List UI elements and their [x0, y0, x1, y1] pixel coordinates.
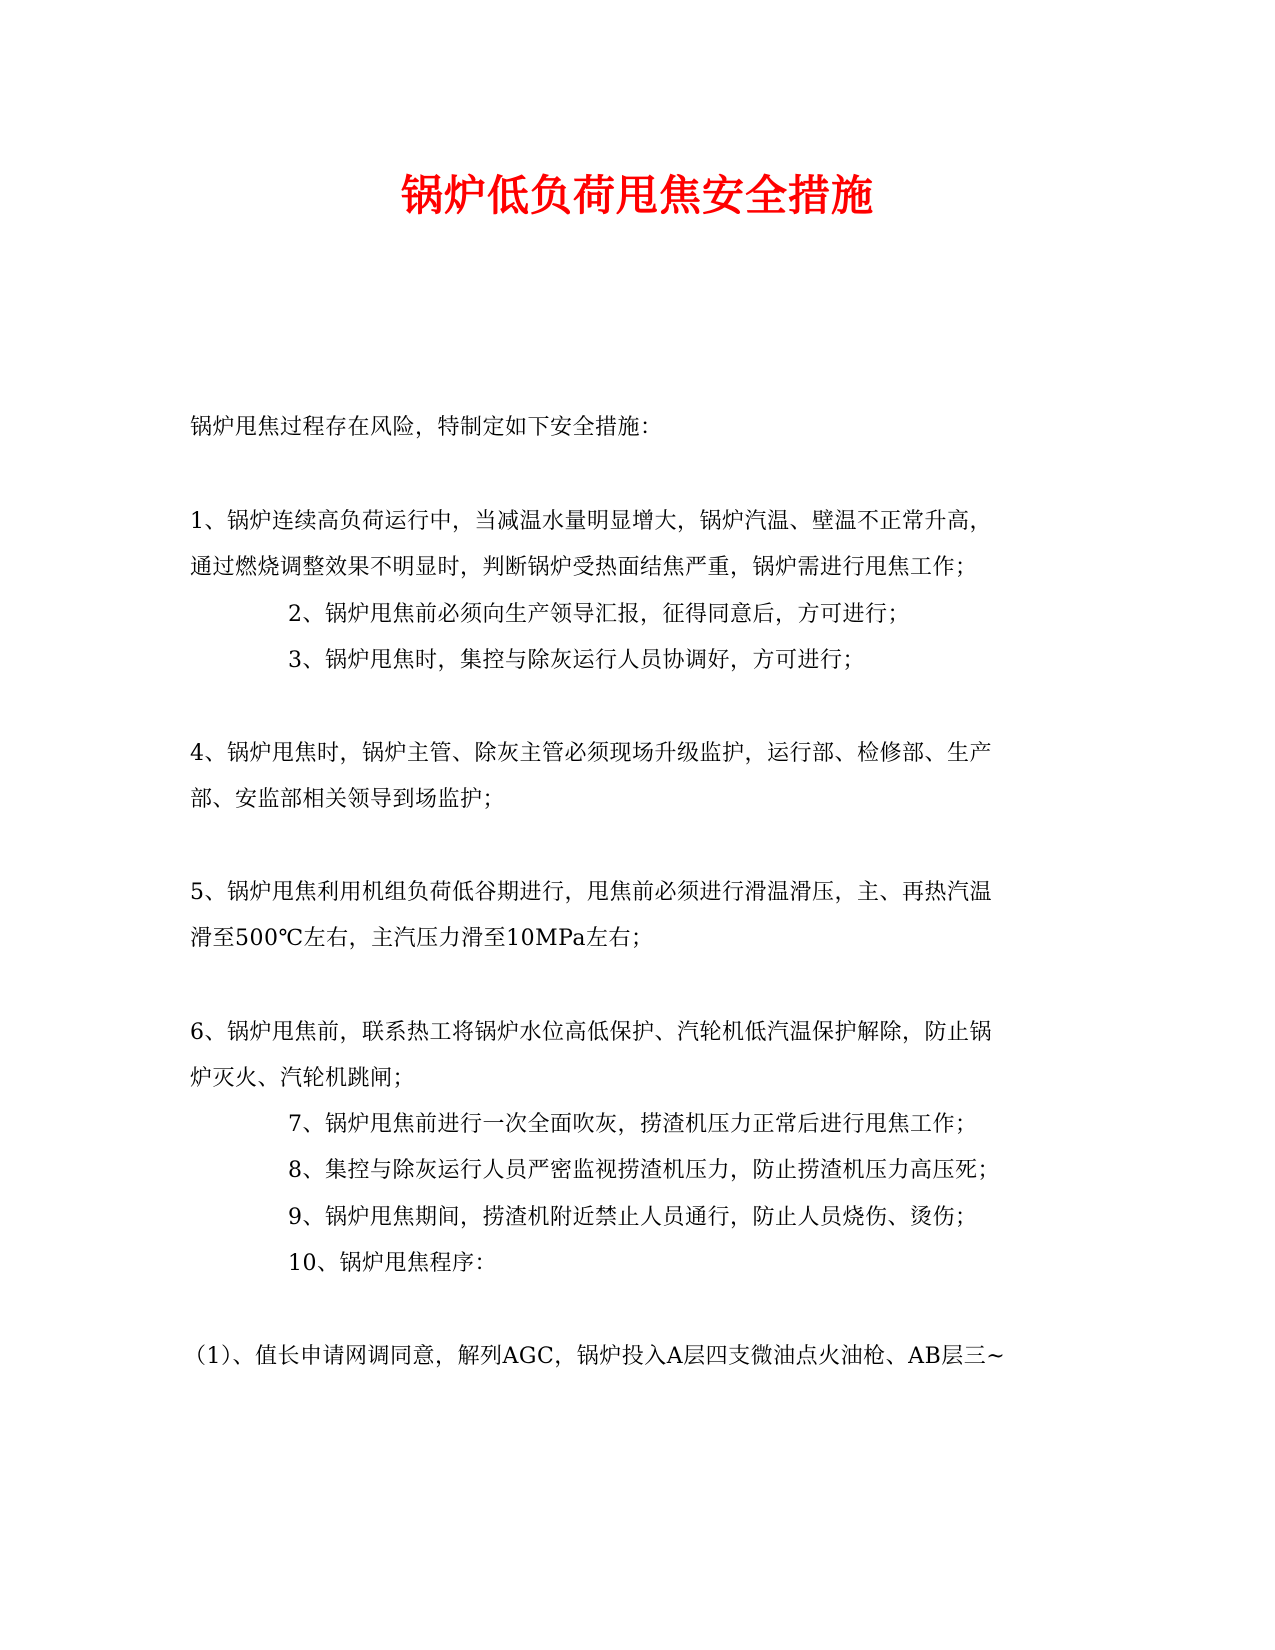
item-6-line-2: 炉灭火、汽轮机跳闸； [190, 1066, 416, 1091]
item-4-line-1: 4、锅炉甩焦时，锅炉主管、除灰主管必须现场升级监护，运行部、检修部、生产 [190, 741, 992, 766]
item-5-line-1: 5、锅炉甩焦利用机组负荷低谷期进行，甩焦前必须进行滑温滑压，主、再热汽温 [190, 880, 992, 905]
item-7: 7、锅炉甩焦前进行一次全面吹灰，捞渣机压力正常后进行甩焦工作； [288, 1112, 978, 1137]
item-10: 10、锅炉甩焦程序： [288, 1251, 497, 1276]
sub-item-1: （1）、值长申请网调同意，解列AGC，锅炉投入A层四支微油点火油枪、AB层三~ [184, 1344, 1006, 1369]
item-3: 3、锅炉甩焦时，集控与除灰运行人员协调好，方可进行； [288, 648, 865, 673]
document-title: 锅炉低负荷甩焦安全措施 [400, 171, 874, 220]
item-8: 8、集控与除灰运行人员严密监视捞渣机压力，防止捞渣机压力高压死； [288, 1158, 1000, 1183]
item-4-line-2: 部、安监部相关领导到场监护； [190, 787, 506, 812]
item-1-line-2: 通过燃烧调整效果不明显时，判断锅炉受热面结焦严重，锅炉需进行甩焦工作； [190, 555, 978, 580]
item-5-line-2: 滑至500℃左右，主汽压力滑至10MPa左右； [190, 926, 654, 951]
item-9: 9、锅炉甩焦期间，捞渣机附近禁止人员通行，防止人员烧伤、烫伤； [288, 1205, 978, 1230]
item-2: 2、锅炉甩焦前必须向生产领导汇报，征得同意后，方可进行； [288, 602, 910, 627]
item-6-line-1: 6、锅炉甩焦前，联系热工将锅炉水位高低保护、汽轮机低汽温保护解除，防止锅 [190, 1020, 992, 1045]
intro-paragraph: 锅炉甩焦过程存在风险，特制定如下安全措施： [190, 415, 663, 440]
item-1-line-1: 1、锅炉连续高负荷运行中，当减温水量明显增大，锅炉汽温、壁温不正常升高， [190, 509, 992, 534]
